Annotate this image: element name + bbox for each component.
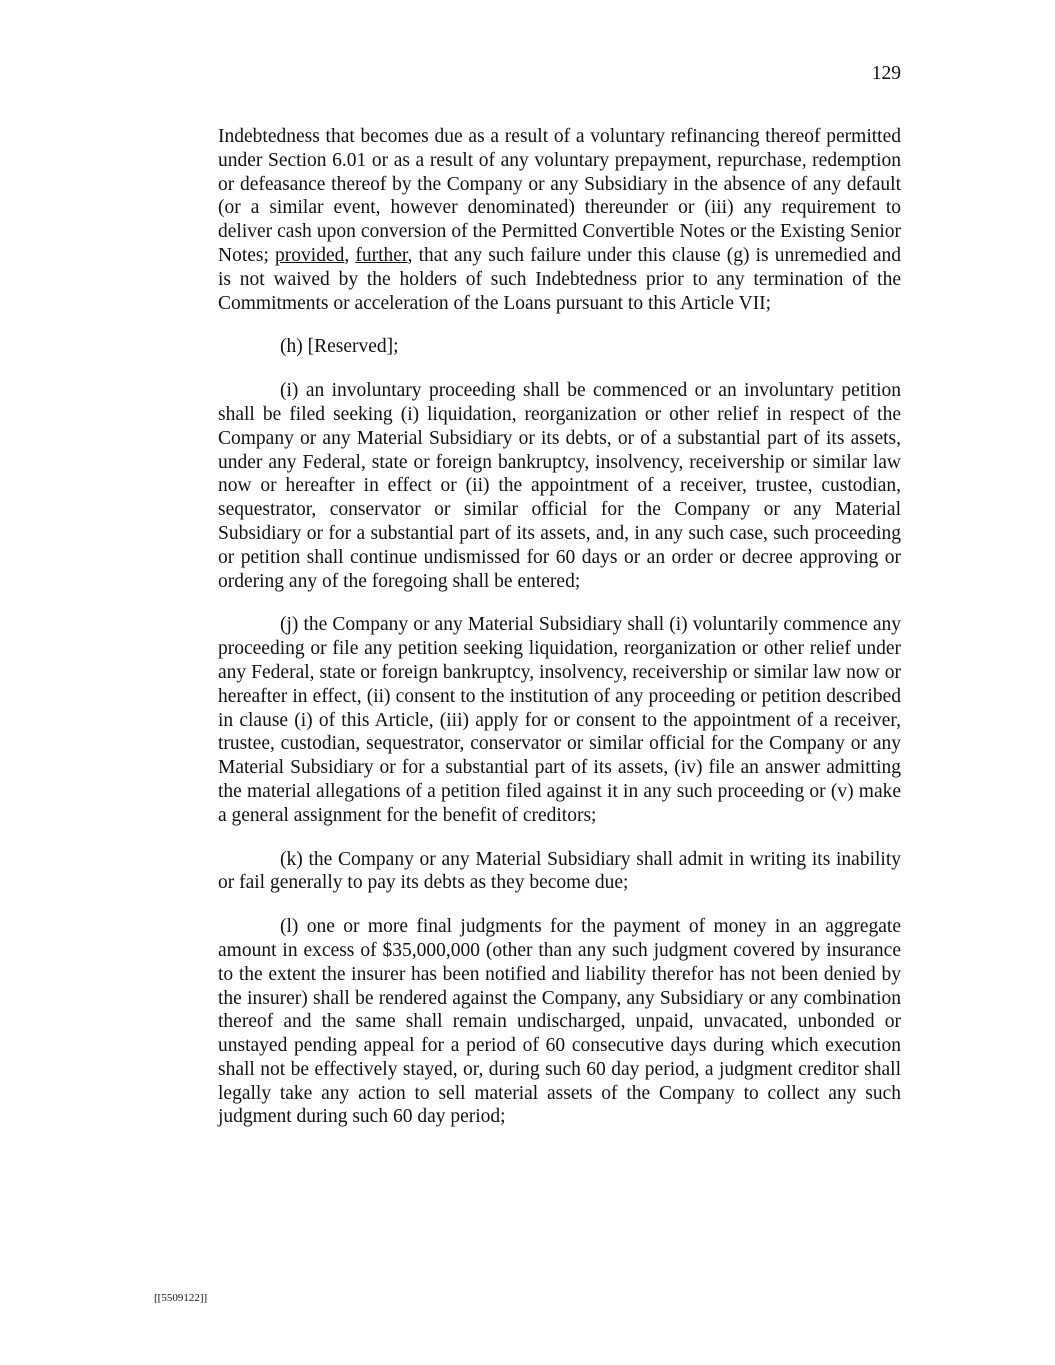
paragraph-g-text-end: , that any such failure under this clause (g) is unremedied and is not waived by the holders of such Indebtedness prior to any termination of the Commitments or acceleration of the Loans pursuant to this Article VII; (218, 244, 902, 314)
provided-term: provided (275, 244, 345, 266)
paragraph-l: (l) one or more final judgments for the payment of money in an aggregate amount in excess of $35,000,000 (other than any such judgment covered by insurance to the extent the insurer has been notified and liability therefor has not been denied by the insurer) shall be rendered against the Company, any Subsidiary or any combination thereof and the same shall remain undischarged, unpaid, unvacated, unbonded or unstayed pending appeal for a period of 60 consecutive days during which execution shall not be effectively stayed, or, during such 60 day period, a judgment creditor shall legally take any action to sell material assets of the Company to collect any such judgment during such 60 day period; (218, 916, 901, 1128)
paragraph-j: (j) the Company or any Material Subsidiary shall (i) voluntarily commence any proceeding or file any petition seeking liquidation, reorganization or other relief under any Federal, state or foreign bankruptcy, insolvency, receivership or similar law now or hereafter in effect, (ii) consent to the institution of any proceeding or petition described in clause (i) of this Article, (iii) apply for or consent to the appointment of a receiver, trustee, custodian, sequestrator, conservator or similar official for the Company or any Material Subsidiary or for a substantial part of its assets, (iv) file an answer admitting the material allegations of a petition filed against it in any such proceeding or (v) make a general assignment for the benefit of creditors; (218, 614, 901, 826)
term-separator: , (344, 244, 356, 266)
paragraph-k: (k) the Company or any Material Subsidiary shall admit in writing its inability or fail generally to pay its debts as they become due; (218, 848, 901, 894)
paragraph-g-continued (218, 125, 901, 315)
document-body (218, 125, 901, 1149)
further-term: further (355, 244, 408, 266)
paragraph-g-text-start: Indebtedness that becomes due as a result of a voluntary refinancing thereof permitted under Section 6.01 or as a result of any voluntary prepayment, repurchase, redemption or defeasance thereof by the Company or any Subsidiary in the absence of any default (or a similar event, however denominated) thereunder or (iii) any requirement to deliver cash upon conversion of the Permitted Convertible Notes or the Existing Senior Notes; (218, 126, 901, 266)
page-number: 129 (871, 63, 901, 84)
document-id: [[5509122]] (154, 1292, 208, 1304)
paragraph-h: (h) [Reserved]; (280, 336, 399, 358)
paragraph-i: (i) an involuntary proceeding shall be commenced or an involuntary petition shall be filed seeking (i) liquidation, reorganization or other relief in respect of the Company or any Material Subsidiary or its debts, or of a substantial part of its assets, under any Federal, state or foreign bankruptcy, insolvency, receivership or similar law now or hereafter in effect or (ii) the appointment of a receiver, trustee, custodian, sequestrator, conservator or similar official for the Company or any Material Subsidiary or for a substantial part of its assets, and, in any such case, such proceeding or petition shall continue undismissed for 60 days or an order or decree approving or ordering any of the foregoing shall be entered; (218, 380, 901, 592)
